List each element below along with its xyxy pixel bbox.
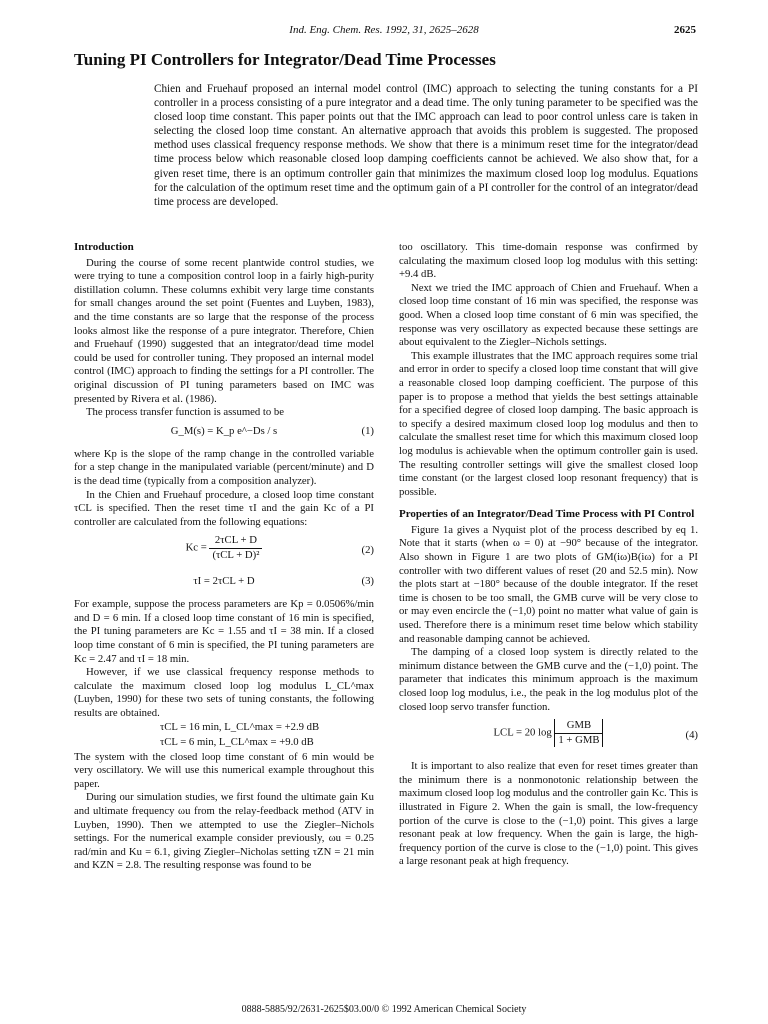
equation-number: (4) <box>685 729 698 742</box>
journal-citation: Ind. Eng. Chem. Res. 1992, 31, 2625–2628 <box>289 24 479 36</box>
left-column <box>74 241 374 873</box>
paragraph: In the Chien and Fruehauf procedure, a closed loop time constant τCL is specified. Then the reset time τI and the gain Kc of a PI controller are calculated from the following equations: <box>74 488 374 528</box>
equation-number: (1) <box>361 424 374 437</box>
fraction-numerator: 2τCL + D <box>209 534 262 549</box>
result-line <box>74 721 374 736</box>
equation-expression <box>399 719 698 747</box>
paragraph: During our simulation studies, we first found the ultimate gain Ku and ultimate frequency ωu from the relay-feedback method (ATV in Luyben, 1990). Then we attempted to use the Ziegler–Nichols settings. For the numerical example consider previously, ωu = 0.25 rad/min and Ku = 6.1, giving Ziegler–Nicholas setting τZN = 21 min and KZN = 2.8. The resulting response was found to be <box>74 791 374 872</box>
paragraph: However, if we use classical frequency response methods to calculate the maximum closed loop log modulus L_CL^max (Luyben, 1990) for these two sets of tuning constants, the following results are obtained. <box>74 666 374 720</box>
paragraph: Figure 1a gives a Nyquist plot of the process described by eq 1. Note that it starts (when ω = 0) at −90° because of the integrator. Also shown in Figure 1 are two plots of GM(iω)B(iω) for a PI controller with two different values of reset (20 and 52.5 min). Now the plots start at −180° because of the double integrator. If the reset time is chosen to be too small, the GMB curve will be very close to or may even encircle the (−1,0) point no matter what value of gain is used. Therefore there is a minimum reset time below which stability and reasonable damping cannot be achieved. <box>399 523 698 645</box>
paragraph: This example illustrates that the IMC approach requires some trial and error in order to specify a closed loop time constant that will give a reasonable closed loop damping coefficient. The purpose of this paper is to propose a method that yields the best settings attainable for a specified degree of closed loop damping. The basic approach is to specify a desired maximum closed loop log modulus and then to calculate the smallest reset time for which this maximum closed loop log modulus is achievable when the optimum controller gain is used. The resulting controller settings will give the smallest closed loop time constant (or the largest closed loop resonant frequency) that is possible. <box>399 349 698 498</box>
paragraph: where Kp is the slope of the ramp change in the controlled variable for a step change in the manipulated variable (percent/minute) and D is the dead time (typically from a composition analyzer). <box>74 447 374 487</box>
equation-3 <box>74 575 374 593</box>
result-line <box>74 736 374 751</box>
page-number: 2625 <box>674 24 696 36</box>
fraction-denominator: (τCL + D)² <box>212 548 260 561</box>
equation-expression <box>74 534 374 562</box>
result-text: τCL = 16 min, L_CL^max = +2.9 dB <box>160 720 320 733</box>
paragraph: Next we tried the IMC approach of Chien and Fruehauf. When a closed loop time constant of 16 min was specified, the response was good. When a closed loop time constant of 6 min was specified, the response was very oscillatory as expected because these settings are about equivalent to the Ziegler–Nichols settings. <box>399 281 698 349</box>
paragraph: too oscillatory. This time-domain response was confirmed by calculating the maximum closed loop log modulus with this setting: +9.4 dB. <box>399 241 698 281</box>
equation-expression: G_M(s) = K_p e^−Ds / s <box>170 424 278 437</box>
fraction-numerator: GMB <box>555 719 602 734</box>
paragraph: The process transfer function is assumed to be <box>86 406 284 419</box>
fraction <box>554 719 603 747</box>
paragraph: The damping of a closed loop system is directly related to the minimum distance between the GMB curve and the (−1,0) point. The parameter that indicates this minimum approach is the maximum closed loop log modulus, i.e., the peak in the log modulus plot of the closed loop servo transfer function. <box>399 646 698 713</box>
paragraph: It is important to also realize that even for reset times greater than the minimum there is a nonmonotonic relationship between the maximum closed loop log modulus and the controller gain Kc. This is illustrated in Figure 2. When the gain is small, the low-frequency portion of the curve is close to the (−1,0) point. This gives a large resonant peak at low frequency. When the gain is large, the high-frequency portion of the curve is close to the (−1,0) point. This gives a large resonant peak at high frequency. <box>399 760 699 868</box>
paragraph: For example, suppose the process parameters are Kp = 0.0506%/min and D = 6 min. If a closed loop time constant of 16 min is specified, the PI tuning parameters are Kc = 1.55 and τI = 38 min. If a closed loop time constant of 6 min is specified, the PI tuning parameters are Kc = 2.47 and τI = 18 min. <box>74 598 374 665</box>
equation-1 <box>74 425 374 443</box>
paragraph: During the course of some recent plantwide control studies, we were trying to tune a composition control loop in a fairly high-purity distillation column. These columns exhibit very large time constants for small changes around the set point (Fuentes and Luyben, 1983), and the time constants are so large that the response of the process looks almost like the response of a pure integrator. Therefore, Chien and Fruehauf (1990) suggested that an integrator/dead time model could be used for controller tuning. They proposed an internal model control (IMC) approach to finding the settings for a PI controller. The original discussion of PI tuning parameters based on IMC was presented by Rivera et al. (1986). <box>74 256 374 405</box>
right-column <box>399 241 698 869</box>
copyright-footer: 0888-5885/92/2631-2625$03.00/0 © 1992 American Chemical Society <box>241 1004 527 1015</box>
equation-expression: τI = 2τCL + D <box>193 575 255 588</box>
paragraph: The system with the closed loop time constant of 6 min would be very oscillatory. We will use this numerical example throughout this paper. <box>74 750 374 790</box>
running-header <box>0 24 768 40</box>
equation-lhs: LCL = 20 log <box>493 726 552 739</box>
equation-2 <box>74 534 374 570</box>
result-text: τCL = 6 min, L_CL^max = +9.0 dB <box>160 735 314 748</box>
fraction-denominator: 1 + GMB <box>558 733 600 746</box>
equation-number: (3) <box>361 575 374 588</box>
article-title: Tuning PI Controllers for Integrator/Dead Time Processes <box>74 50 496 69</box>
section-heading-introduction: Introduction <box>74 241 134 253</box>
equation-number: (2) <box>361 544 374 557</box>
equation-lhs: Kc = <box>185 541 207 554</box>
abstract: Chien and Fruehauf proposed an internal model control (IMC) approach to selecting the tuning constants for a PI controller in a process consisting of a pure integrator and a dead time. The only tuning parameter to be specified was the closed loop time constant. This paper points out that the IMC approach can lead to poor control unless care is taken in selecting the closed loop time constant. An alternative approach that avoids this problem is suggested. The proposed method uses classical frequency response methods. We show that there is a minimum reset time for the integrator/dead time process below which reasonable closed loop damping coefficients cannot be achieved. We also show that, for a given reset time, there is an optimum controller gain that minimizes the maximum closed loop log modulus. Equations for the calculation of the optimum reset time and the optimum gain of a PI controller for the control of an integrator/dead time process are developed. <box>154 83 698 208</box>
section-heading-properties: Properties of an Integrator/Dead Time Process with PI Control <box>399 508 695 521</box>
equation-4 <box>399 719 698 755</box>
fraction <box>209 534 262 562</box>
